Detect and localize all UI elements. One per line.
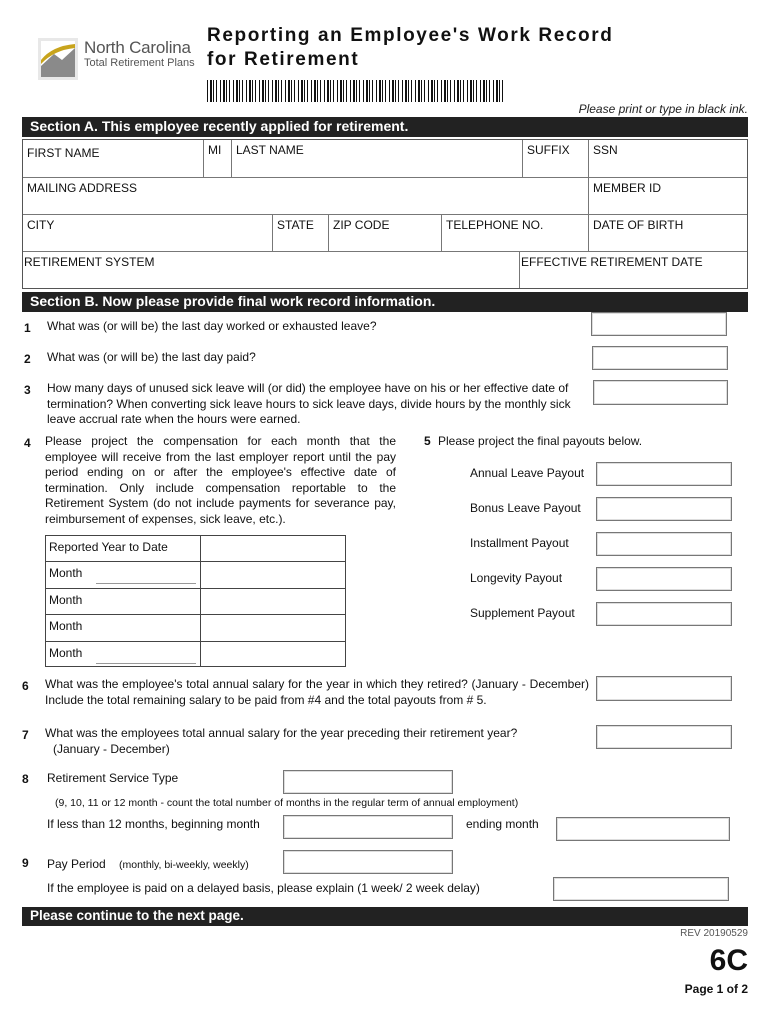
q3-number: 3 bbox=[24, 383, 31, 397]
section-a-grid bbox=[22, 139, 748, 289]
q8-text: Retirement Service Type bbox=[47, 771, 179, 785]
section-b-heading: Section B. Now please provide final work record information. bbox=[22, 292, 748, 312]
q7-number: 7 bbox=[22, 728, 29, 742]
q4-month-table bbox=[45, 535, 346, 667]
ssn-field[interactable]: SSN bbox=[589, 140, 747, 178]
q3-input[interactable] bbox=[593, 380, 728, 405]
form-title-line2: for Retirement bbox=[207, 49, 360, 70]
telephone-field[interactable]: TELEPHONE NO. bbox=[442, 215, 589, 252]
page-number: Page 1 of 2 bbox=[684, 982, 748, 996]
ink-note: Please print or type in black ink. bbox=[578, 102, 748, 116]
month-row[interactable]: Month bbox=[46, 562, 345, 588]
service-type-input[interactable] bbox=[283, 770, 453, 794]
q5-number: 5 bbox=[424, 434, 431, 448]
supplement-label: Supplement Payout bbox=[470, 606, 575, 620]
zip-field[interactable]: ZIP CODE bbox=[329, 215, 442, 252]
effective-date-field[interactable]: EFFECTIVE RETIREMENT DATE bbox=[521, 255, 703, 269]
revision-label: REV 20190529 bbox=[680, 928, 748, 939]
month-row[interactable]: Month bbox=[46, 615, 345, 641]
barcode bbox=[207, 80, 503, 102]
q1-input[interactable] bbox=[591, 312, 727, 336]
longevity-input[interactable] bbox=[596, 567, 732, 591]
q2-input[interactable] bbox=[592, 346, 728, 370]
city-field[interactable]: CITY bbox=[23, 215, 273, 252]
month-row[interactable]: Month bbox=[46, 642, 345, 668]
q6-text: What was the employee's total annual salary for the year in which they retired? (January - December) Include the total remaining salary to be paid from #4 and the total payouts from # 5. bbox=[45, 677, 589, 707]
member-id-field[interactable]: MEMBER ID bbox=[589, 178, 747, 215]
state-field[interactable]: STATE bbox=[273, 215, 329, 252]
q7-subtext: (January - December) bbox=[53, 742, 170, 756]
delay-input[interactable] bbox=[553, 877, 729, 901]
q8-note: (9, 10, 11 or 12 month - count the total number of months in the regular term of annual employment) bbox=[55, 797, 519, 809]
form-code: 6C bbox=[709, 944, 748, 977]
bonus-leave-label: Bonus Leave Payout bbox=[470, 501, 581, 515]
q6-number: 6 bbox=[22, 679, 29, 693]
beginning-month-input[interactable] bbox=[283, 815, 453, 839]
annual-leave-input[interactable] bbox=[596, 462, 732, 486]
pay-period-input[interactable] bbox=[283, 850, 453, 874]
ending-month-input[interactable] bbox=[556, 817, 730, 841]
longevity-label: Longevity Payout bbox=[470, 571, 563, 585]
logo-subtitle: Total Retirement Plans bbox=[84, 57, 195, 69]
q4-number: 4 bbox=[24, 436, 31, 450]
installment-label: Installment Payout bbox=[470, 536, 569, 550]
q3-text: How many days of unused sick leave will (or did) the employee have on his or her effective date of termination? When converting sick leave hours to sick leave days, divide hours by the monthly sick leave accrual rate when the hours were earned. bbox=[47, 381, 571, 426]
beginning-month-label: If less than 12 months, beginning month bbox=[47, 817, 260, 831]
annual-leave-label: Annual Leave Payout bbox=[470, 466, 585, 480]
q4-text: Please project the compensation for each month that the employee will receive from the last employer report until the pay period ending on or after the employee's effective date of termination. Only include compensation reportable to the Retirement System (do not include payments for severance pay, reimbursement of expenses, sick leave, etc.). bbox=[45, 434, 396, 526]
nc-logo-icon bbox=[38, 38, 78, 80]
reported-ytd-row[interactable]: Reported Year to Date bbox=[46, 536, 345, 562]
q8-number: 8 bbox=[22, 772, 29, 786]
q9-text: Pay Period bbox=[47, 857, 106, 871]
supplement-input[interactable] bbox=[596, 602, 732, 626]
section-a-heading: Section A. This employee recently applied for retirement. bbox=[22, 117, 748, 137]
q7-text: What was the employees total annual salary for the year preceding their retirement year? bbox=[45, 726, 518, 740]
q1-text: What was (or will be) the last day worked or exhausted leave? bbox=[47, 319, 377, 333]
retirement-system-field[interactable]: RETIREMENT SYSTEM bbox=[23, 252, 520, 288]
dob-field[interactable]: DATE OF BIRTH bbox=[589, 215, 747, 252]
q2-text: What was (or will be) the last day paid? bbox=[47, 350, 256, 364]
q6-input[interactable] bbox=[596, 676, 732, 701]
q9-note: (monthly, bi-weekly, weekly) bbox=[119, 859, 249, 871]
logo-name: North Carolina bbox=[84, 38, 191, 57]
mi-field[interactable]: MI bbox=[204, 140, 232, 178]
month-row[interactable]: Month bbox=[46, 589, 345, 615]
q9-number: 9 bbox=[22, 856, 29, 870]
installment-input[interactable] bbox=[596, 532, 732, 556]
q7-input[interactable] bbox=[596, 725, 732, 749]
bonus-leave-input[interactable] bbox=[596, 497, 732, 521]
q1-number: 1 bbox=[24, 321, 31, 335]
first-name-field[interactable]: FIRST NAME bbox=[23, 140, 204, 178]
delay-label: If the employee is paid on a delayed basis, please explain (1 week/ 2 week delay) bbox=[47, 881, 480, 895]
continue-banner: Please continue to the next page. bbox=[22, 907, 748, 926]
ending-month-label: ending month bbox=[466, 817, 539, 831]
last-name-field[interactable]: LAST NAME bbox=[232, 140, 523, 178]
form-title-line1: Reporting an Employee's Work Record bbox=[207, 25, 614, 46]
q2-number: 2 bbox=[24, 352, 31, 366]
mailing-address-field[interactable]: MAILING ADDRESS bbox=[23, 178, 589, 215]
suffix-field[interactable]: SUFFIX bbox=[523, 140, 589, 178]
form-title bbox=[207, 24, 613, 72]
q5-text: Please project the final payouts below. bbox=[438, 434, 643, 448]
